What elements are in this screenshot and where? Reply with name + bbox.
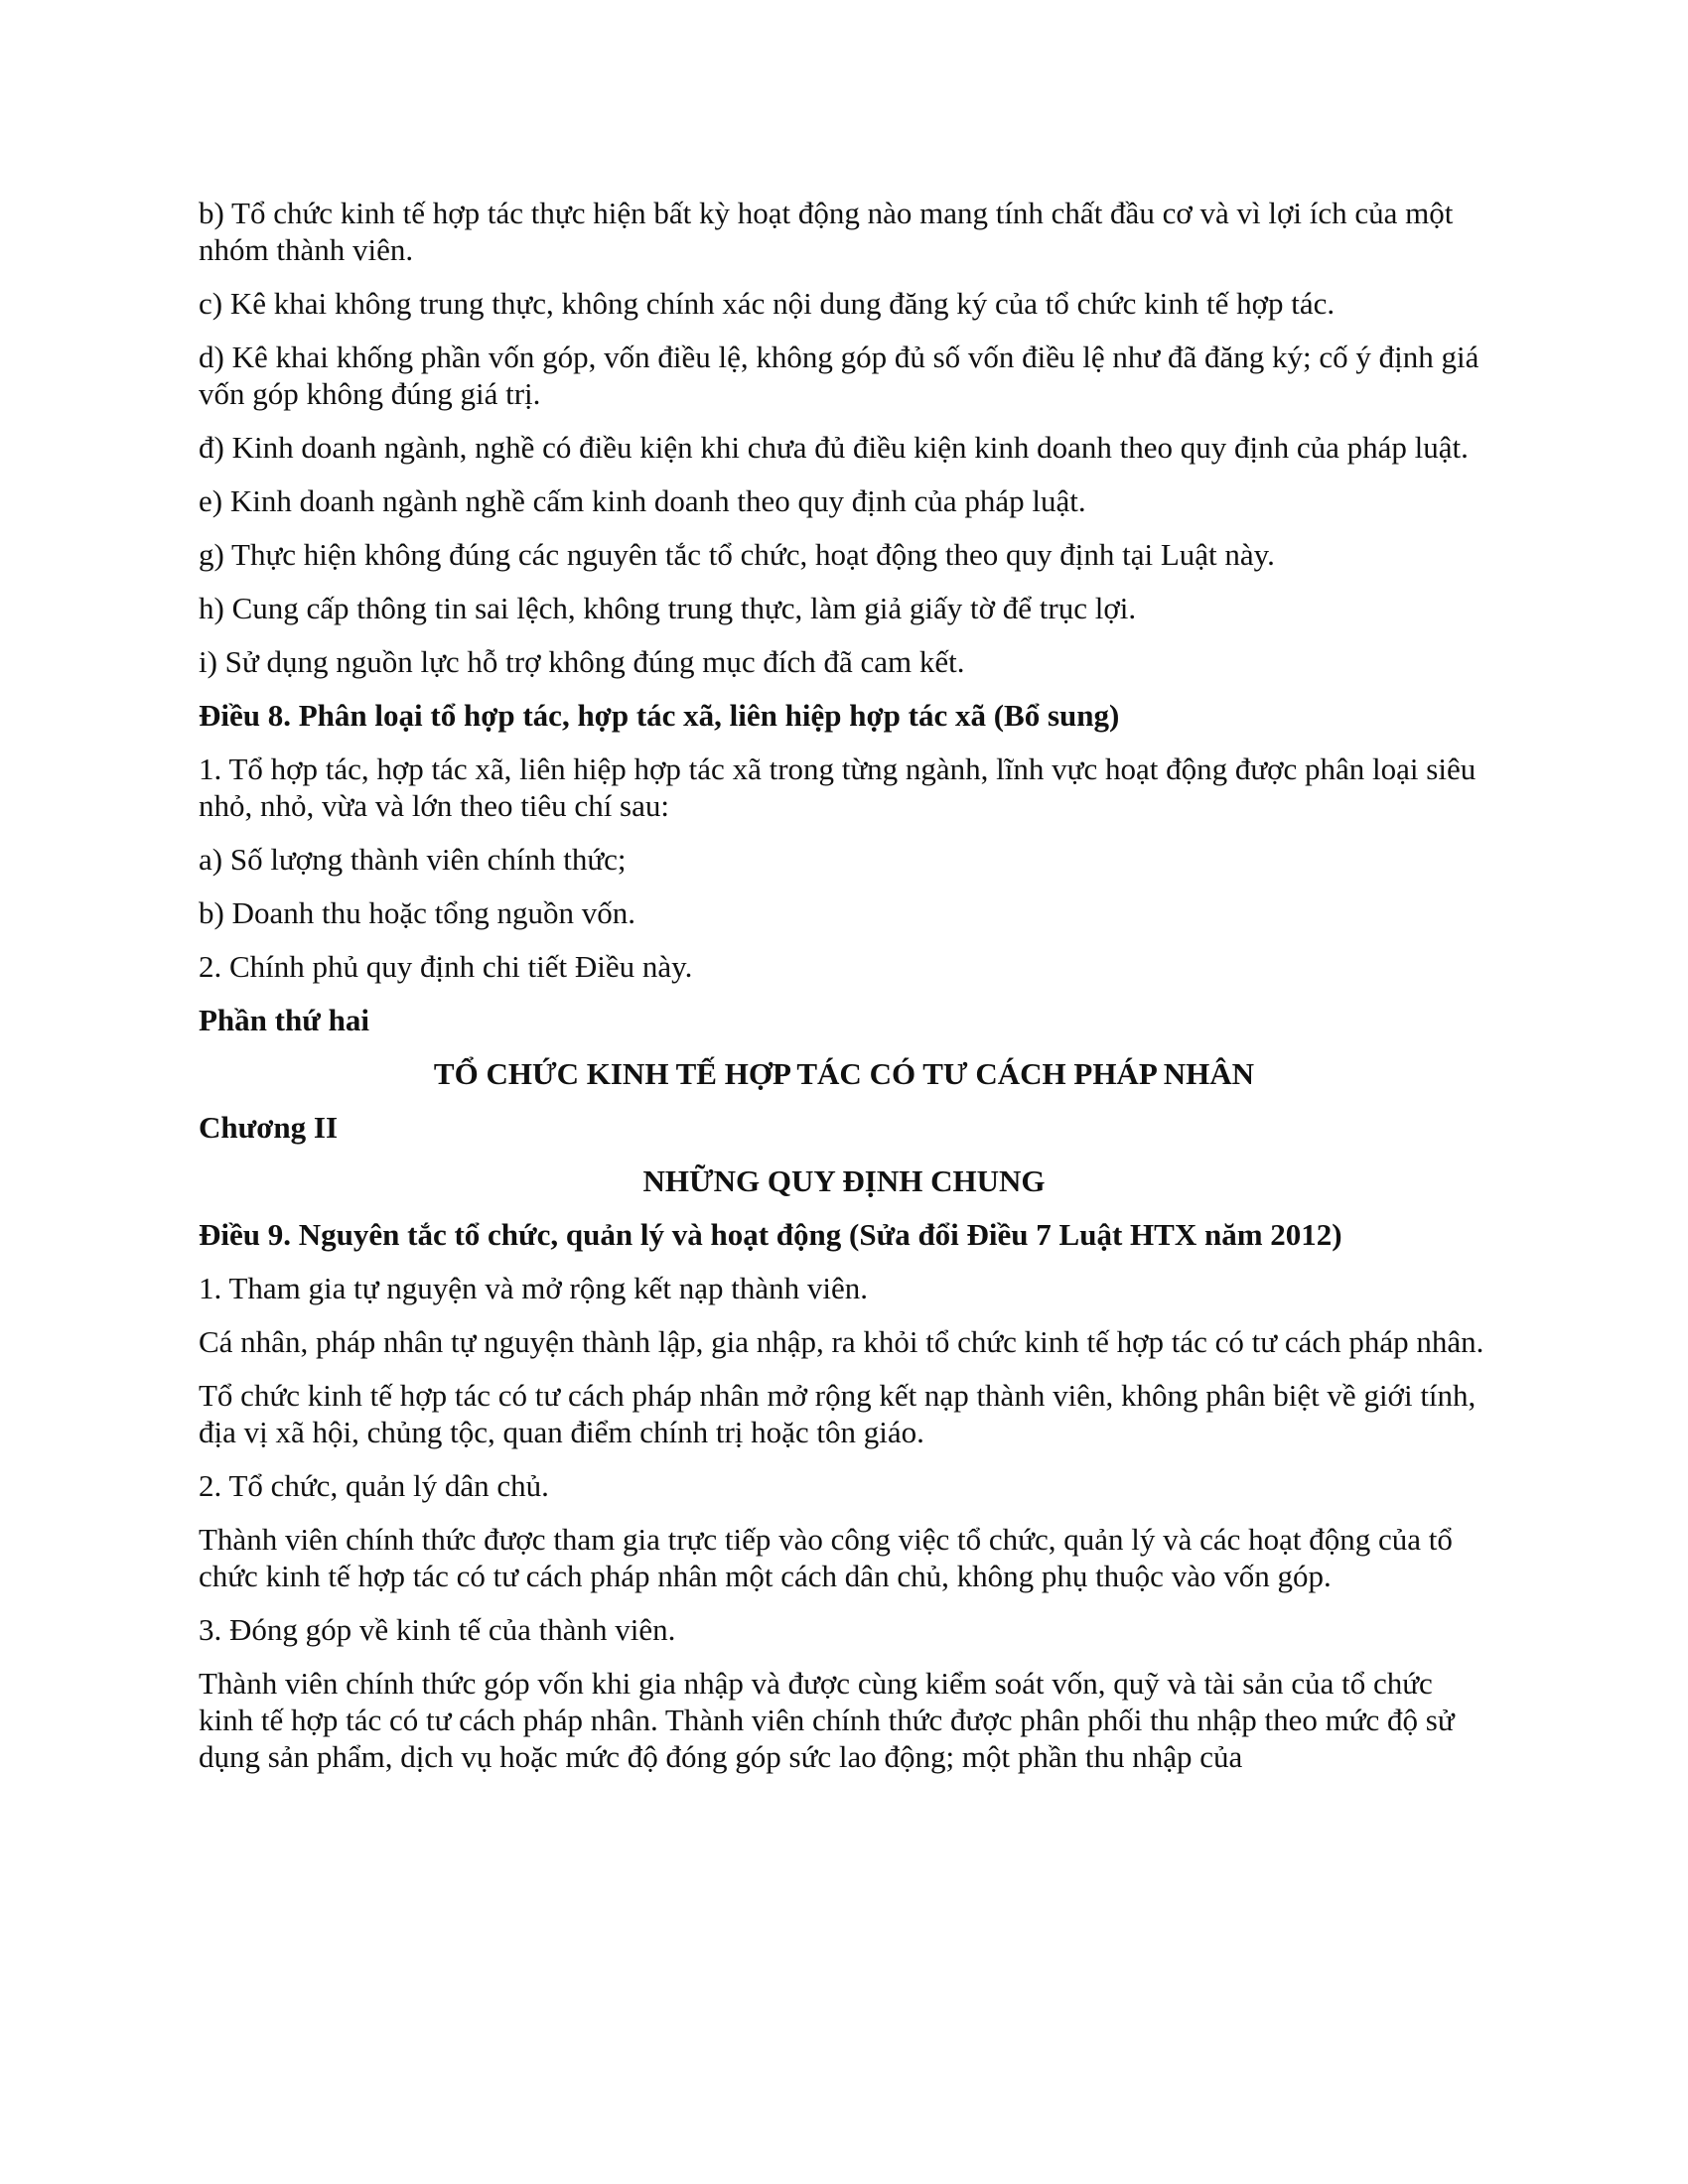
- paragraph-item-i: i) Sử dụng nguồn lực hỗ trợ không đúng mục đích đã cam kết.: [199, 644, 965, 679]
- article-8-clause-2: 2. Chính phủ quy định chi tiết Điều này.: [199, 949, 693, 984]
- paragraph-item-e: e) Kinh doanh ngành nghề cấm kinh doanh theo quy định của pháp luật.: [199, 483, 1086, 518]
- article-8-heading: Điều 8. Phân loại tổ hợp tác, hợp tác xã, liên hiệp hợp tác xã (Bổ sung): [199, 698, 1120, 733]
- chapter-heading: Chương II: [199, 1110, 339, 1145]
- paragraph-item-c: c) Kê khai không trung thực, không chính xác nội dung đăng ký của tổ chức kinh tế hợp tác.: [199, 286, 1336, 321]
- article-9-clause-1-text-1: Cá nhân, pháp nhân tự nguyện thành lập, gia nhập, ra khỏi tổ chức kinh tế hợp tác có tư cách pháp nhân.: [199, 1324, 1484, 1359]
- chapter-title: NHỮNG QUY ĐỊNH CHUNG: [642, 1163, 1046, 1198]
- article-8-point-b: b) Doanh thu hoặc tổng nguồn vốn.: [199, 895, 635, 930]
- article-9-clause-2-text: Thành viên chính thức được tham gia trực tiếp vào công việc tổ chức, quản lý và các hoạt động của tổ chức kinh tế hợp tác có tư cách pháp nhân một cách dân chủ, không phụ thuộc vào vốn góp.: [199, 1522, 1453, 1593]
- paragraph-item-d: d) Kê khai khống phần vốn góp, vốn điều lệ, không góp đủ số vốn điều lệ như đã đăng ký; cố ý định giá vốn góp không đúng giá trị.: [199, 340, 1479, 411]
- article-9-clause-3-text: Thành viên chính thức góp vốn khi gia nhập và được cùng kiểm soát vốn, quỹ và tài sản của tổ chức kinh tế hợp tác có tư cách pháp nhân. Thành viên chính thức được phân phối thu nhập theo mức độ sử dụng sản phẩm, dịch vụ hoặc mức độ đóng góp sức lao động; một phần thu nhập của: [199, 1666, 1455, 1774]
- article-9-clause-1: 1. Tham gia tự nguyện và mở rộng kết nạp thành viên.: [199, 1271, 869, 1305]
- paragraph-item-g: g) Thực hiện không đúng các nguyên tắc tổ chức, hoạt động theo quy định tại Luật này.: [199, 537, 1275, 572]
- paragraph-item-b: b) Tổ chức kinh tế hợp tác thực hiện bất kỳ hoạt động nào mang tính chất đầu cơ và vì lợi ích của một nhóm thành viên.: [199, 196, 1454, 267]
- article-9-heading: Điều 9. Nguyên tắc tổ chức, quản lý và hoạt động (Sửa đổi Điều 7 Luật HTX năm 2012): [199, 1217, 1342, 1252]
- document-page: [199, 195, 1489, 1792]
- paragraph-item-h: h) Cung cấp thông tin sai lệch, không trung thực, làm giả giấy tờ để trục lợi.: [199, 591, 1137, 625]
- part-title: TỔ CHỨC KINH TẾ HỢP TÁC CÓ TƯ CÁCH PHÁP NHÂN: [433, 1056, 1255, 1091]
- article-8-point-a: a) Số lượng thành viên chính thức;: [199, 842, 627, 877]
- article-8-clause-1: 1. Tổ hợp tác, hợp tác xã, liên hiệp hợp tác xã trong từng ngành, lĩnh vực hoạt động được phân loại siêu nhỏ, nhỏ, vừa và lớn theo tiêu chí sau:: [199, 751, 1477, 823]
- article-9-clause-3: 3. Đóng góp về kinh tế của thành viên.: [199, 1612, 676, 1647]
- part-heading: Phần thứ hai: [199, 1003, 369, 1037]
- article-9-clause-1-text-2: Tổ chức kinh tế hợp tác có tư cách pháp nhân mở rộng kết nạp thành viên, không phân biệt về giới tính, địa vị xã hội, chủng tộc, quan điểm chính trị hoặc tôn giáo.: [199, 1378, 1477, 1449]
- article-9-clause-2: 2. Tổ chức, quản lý dân chủ.: [199, 1468, 549, 1503]
- paragraph-item-dd: đ) Kinh doanh ngành, nghề có điều kiện khi chưa đủ điều kiện kinh doanh theo quy định của pháp luật.: [199, 430, 1469, 465]
